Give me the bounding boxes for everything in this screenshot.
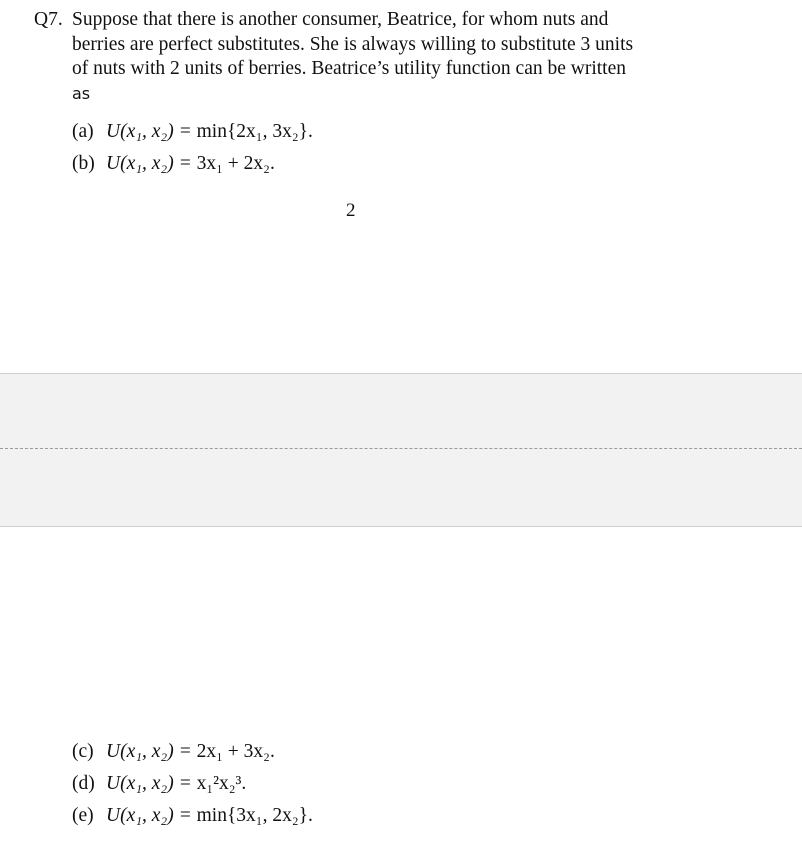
question-label: Q7.: [34, 9, 63, 30]
option-b-label: (b): [72, 153, 95, 174]
option-b-lhs: U(x₁, x₂) =: [106, 153, 197, 174]
option-e: [72, 800, 313, 832]
option-d-label: (d): [72, 773, 95, 794]
option-a-rhs: min{2x₁, 3x₂}.: [196, 121, 313, 142]
page-break-line: [0, 448, 802, 449]
option-b-rhs: 3x₁ + 2x₂.: [196, 153, 275, 174]
question-line-3: of nuts with 2 units of berries. Beatrice’s utility function can be written: [72, 58, 626, 79]
question-block: [34, 8, 684, 106]
option-c-label: (c): [72, 741, 94, 762]
question-line-1: [34, 8, 684, 33]
option-b: [72, 148, 313, 180]
option-a-lhs: U(x₁, x₂) =: [106, 121, 197, 142]
option-c: [72, 736, 313, 768]
options-group-top: [72, 116, 313, 180]
option-d-lhs: U(x₁, x₂) =: [106, 773, 197, 794]
option-e-label: (e): [72, 805, 94, 826]
question-line-2: berries are perfect substitutes. She is always willing to substitute 3 units: [72, 33, 634, 55]
option-c-lhs: U(x₁, x₂) =: [106, 741, 197, 762]
page-number: 2: [346, 200, 356, 221]
option-e-lhs: U(x₁, x₂) =: [106, 805, 197, 826]
option-a-label: (a): [72, 121, 94, 142]
question-text-1: Suppose that there is another consumer, Beatrice, for whom nuts and: [72, 9, 609, 30]
option-c-rhs: 2x₁ + 3x₂.: [196, 741, 275, 762]
page-gap: [0, 373, 802, 527]
option-d-rhs: x₁²x₂³.: [196, 773, 247, 794]
option-d: [72, 768, 313, 800]
option-a: [72, 116, 313, 148]
options-group-bottom: [72, 736, 313, 832]
question-line-4: as: [72, 83, 91, 103]
option-e-rhs: min{3x₁, 2x₂}.: [196, 805, 313, 826]
